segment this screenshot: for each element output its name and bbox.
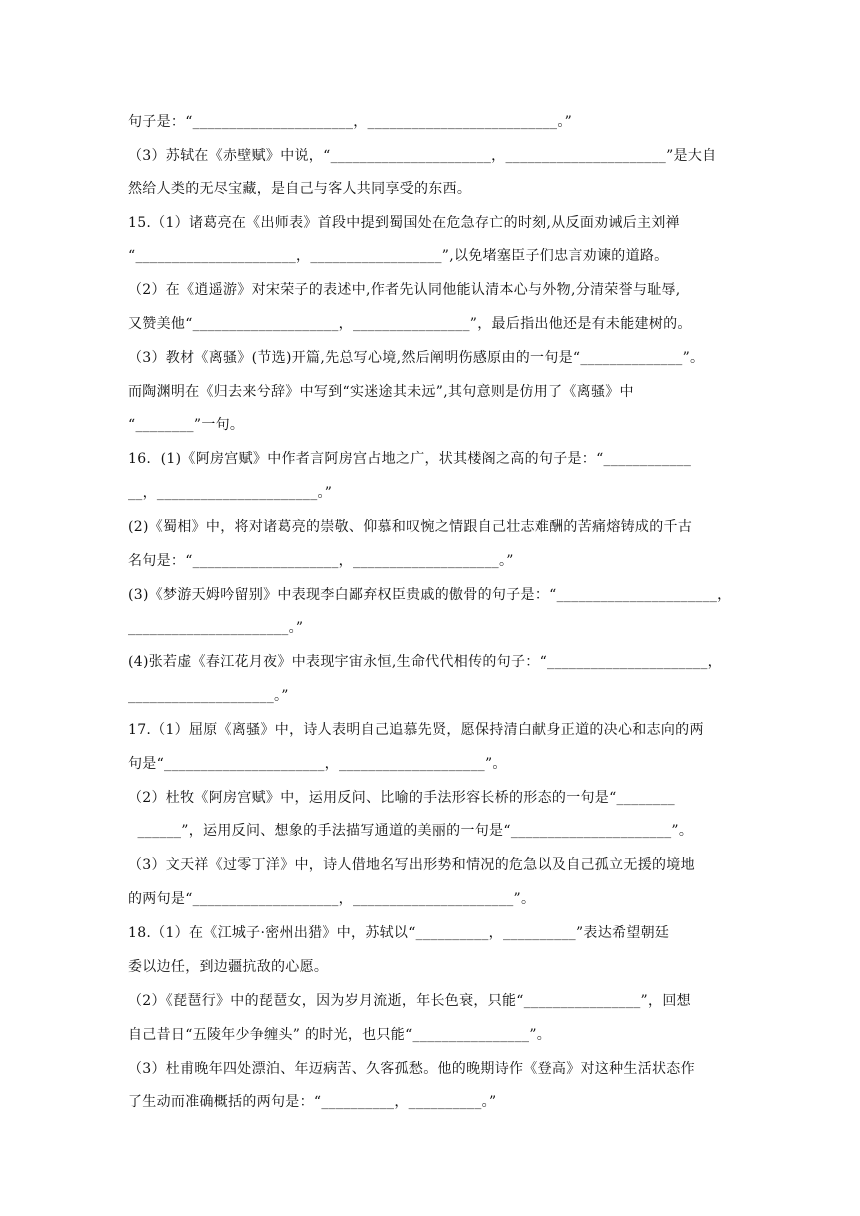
text-line: “________”一句。 (128, 417, 245, 433)
text-line: （3）苏轼在《赤壁赋》中说，“______________________，______________________”是大自 (128, 148, 717, 164)
text-line: __，______________________。” (128, 485, 333, 501)
text-line: （3）文天祥《过零丁洋》中，诗人借地名写出形势和情况的危急以及自己孤立无援的境地 (128, 857, 695, 873)
text-line: 又赞美他“____________________，________________”，最后指出他还是有未能建树的。 (128, 316, 692, 332)
text-line: 而陶渊明在《归去来兮辞》中写到“实迷途其未远”,其句意则是仿用了《离骚》中 (128, 384, 634, 400)
text-line: 16. (1)《阿房宫赋》中作者言阿房宫占地之广，状其楼阁之高的句子是：“____________ (128, 451, 692, 467)
text-line: ____________________。” (128, 688, 289, 704)
text-line: (3)《梦游天姆吟留别》中表现李白鄙弃权臣贵戚的傲骨的句子是：“______________________， (128, 587, 732, 603)
text-line: 17.（1）屈原《离骚》中，诗人表明自己追慕先贤，愿保持清白献身正道的决心和志向的两 (128, 722, 704, 738)
text-line: 了生动而准确概括的两句是：“__________，__________。” (128, 1094, 497, 1110)
text-line: ______________________。” (128, 620, 304, 636)
text-line: （2）《琵琶行》中的琵琶女，因为岁月流逝，年长色衰，只能“________________”，回想 (128, 993, 691, 1009)
text-line: （3）杜甫晚年四处漂泊、年迈病苦、久客孤愁。他的晚期诗作《登高》对这种生活状态作 (128, 1061, 695, 1077)
text-line: （3）教材《离骚》(节选)开篇,先总写心境,然后阐明伤感原由的一句是“______________”。 (128, 350, 705, 366)
text-line: 15.（1）诸葛亮在《出师表》首段中提到蜀国处在危急存亡的时刻,从反面劝诫后主刘禅 (128, 215, 680, 231)
text-line: ______”，运用反问、想象的手法描写通道的美丽的一句是“______________________”。 (128, 823, 694, 839)
text-line: （2）在《逍遥游》对宋荣子的表述中,作者先认同他能认清本心与外物,分清荣誉与耻辱, (128, 282, 681, 298)
text-line: 自己昔日“五陵年少争缠头” 的时光，也只能“________________”。 (128, 1027, 552, 1043)
text-line: 的两句是“____________________，______________________”。 (128, 891, 536, 907)
text-line: （2）杜牧《阿房宫赋》中，运用反问、比喻的手法形容长桥的形态的一句是“________ (128, 790, 675, 806)
text-line: 18.（1）在《江城子·密州出猎》中，苏轼以“__________，__________”表达希望朝廷 (128, 925, 670, 941)
text-line: 名句是：“____________________，____________________。” (128, 553, 514, 569)
text-line: 句是“______________________，____________________”。 (128, 756, 507, 772)
text-line: 句子是：“______________________，__________________________。” (128, 114, 573, 130)
text-line: “______________________，__________________”,以免堵塞臣子们忠言劝谏的道路。 (128, 248, 669, 264)
text-line: 委以边任，到边疆抗敌的心愿。 (128, 959, 329, 975)
text-line: (2)《蜀相》中，将对诸葛亮的崇敬、仰慕和叹惋之情跟自己壮志难酬的苦痛熔铸成的千古 (128, 519, 693, 535)
text-line: (4)张若虚《春江花月夜》中表现宇宙永恒,生命代代相传的句子：“______________________， (128, 654, 722, 670)
text-line: 然给人类的无尽宝藏，是自己与客人共同享受的东西。 (128, 181, 472, 197)
